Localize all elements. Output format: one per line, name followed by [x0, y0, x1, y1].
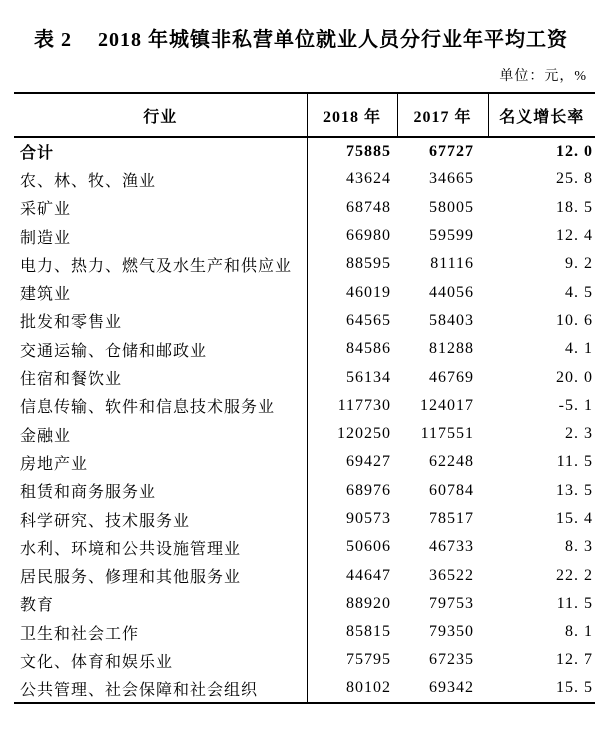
growth-rate-cell: 15. 5	[556, 679, 593, 697]
table-row	[14, 618, 595, 646]
growth-rate-cell: -5. 1	[558, 396, 593, 414]
industry-cell: 金融业	[14, 420, 307, 448]
table-row	[14, 335, 595, 363]
table-row	[14, 137, 595, 165]
table-row	[14, 590, 595, 618]
industry-cell: 批发和零售业	[14, 307, 307, 335]
table-header	[14, 93, 595, 137]
growth-rate-cell: 13. 5	[556, 481, 593, 499]
table-row	[14, 448, 595, 476]
growth-rate-cell: 25. 8	[556, 170, 593, 188]
industry-cell: 住宿和餐饮业	[14, 363, 307, 391]
growth-rate-cell: 2. 3	[565, 425, 593, 443]
industry-cell: 房地产业	[14, 448, 307, 476]
table-row	[14, 307, 595, 335]
value-2018-cell: 44647	[346, 566, 391, 584]
growth-rate-cell: 4. 1	[565, 340, 593, 358]
industry-cell: 制造业	[14, 222, 307, 250]
table-body	[14, 137, 595, 703]
value-2018-cell: 88920	[346, 594, 391, 612]
growth-rate-cell: 11. 5	[556, 594, 593, 612]
growth-rate-cell: 22. 2	[556, 566, 593, 584]
table-row	[14, 250, 595, 278]
value-2018-cell: 56134	[346, 368, 391, 386]
value-2017-cell: 78517	[429, 510, 474, 527]
table-header-row	[14, 93, 595, 137]
table-row	[14, 420, 595, 448]
value-2018-cell: 84586	[346, 340, 391, 358]
table-row	[14, 392, 595, 420]
industry-cell: 电力、热力、燃气及水生产和供应业	[14, 250, 307, 278]
table-row	[14, 477, 595, 505]
page-title	[0, 0, 602, 52]
value-2017-cell: 79753	[429, 594, 474, 612]
wage-table	[14, 92, 595, 704]
column-header-2017: 2017 年	[397, 93, 488, 137]
value-2017-cell: 60784	[429, 481, 474, 499]
value-2017-cell: 124017	[420, 396, 474, 414]
value-2018-cell: 85815	[346, 623, 391, 641]
growth-rate-cell: 10. 6	[556, 311, 593, 329]
value-2017-cell: 62248	[429, 453, 474, 471]
value-2018-cell: 68748	[346, 198, 391, 216]
value-2017-cell: 34665	[429, 170, 474, 188]
value-2018-cell: 75885	[346, 142, 391, 160]
column-header-growth-rate: 名义增长率	[488, 93, 595, 137]
industry-cell: 租赁和商务服务业	[14, 477, 307, 505]
value-2018-cell: 75795	[346, 651, 391, 669]
table-row	[14, 505, 595, 533]
industry-cell: 公共管理、社会保障和社会组织	[14, 675, 307, 703]
table-row	[14, 194, 595, 222]
value-2017-cell: 46733	[429, 538, 474, 556]
column-header-2018: 2018 年	[307, 93, 397, 137]
industry-cell: 教育	[14, 590, 307, 618]
value-2018-cell: 120250	[337, 425, 391, 443]
table-row	[14, 278, 595, 306]
table-row	[14, 363, 595, 391]
value-2018-cell: 80102	[346, 679, 391, 697]
value-2017-cell: 81288	[429, 340, 474, 358]
value-2018-cell: 88595	[346, 255, 391, 273]
industry-cell: 采矿业	[14, 194, 307, 222]
value-2018-cell: 46019	[346, 283, 391, 301]
value-2017-cell: 44056	[429, 283, 474, 301]
value-2017-cell: 58005	[429, 198, 474, 216]
growth-rate-cell: 11. 5	[556, 453, 593, 471]
table-row	[14, 533, 595, 561]
growth-rate-cell: 12. 7	[556, 651, 593, 669]
unit-note: 单位：元，%	[499, 69, 587, 84]
industry-cell: 文化、体育和娱乐业	[14, 646, 307, 674]
value-2018-cell: 90573	[346, 510, 391, 527]
value-2018-cell: 117730	[337, 396, 391, 414]
table-row	[14, 675, 595, 703]
value-2017-cell: 67235	[429, 651, 474, 669]
table-row	[14, 165, 595, 193]
industry-cell: 合计	[14, 137, 307, 165]
growth-rate-cell: 18. 5	[556, 198, 593, 216]
growth-rate-cell: 15. 4	[556, 510, 593, 527]
value-2017-cell: 46769	[429, 368, 474, 386]
industry-cell: 建筑业	[14, 278, 307, 306]
value-2017-cell: 117551	[420, 425, 474, 443]
industry-cell: 科学研究、技术服务业	[14, 505, 307, 533]
value-2017-cell: 67727	[429, 142, 474, 160]
growth-rate-cell: 20. 0	[556, 368, 593, 386]
growth-rate-cell: 8. 1	[565, 623, 593, 641]
value-2018-cell: 69427	[346, 453, 391, 471]
value-2017-cell: 79350	[429, 623, 474, 641]
table-title: 2018 年城镇非私营单位就业人员分行业年平均工资	[98, 29, 568, 51]
table-row	[14, 561, 595, 589]
growth-rate-cell: 9. 2	[565, 255, 593, 273]
value-2018-cell: 50606	[346, 538, 391, 556]
growth-rate-cell: 12. 0	[556, 142, 593, 160]
industry-cell: 水利、环境和公共设施管理业	[14, 533, 307, 561]
value-2018-cell: 66980	[346, 227, 391, 245]
industry-cell: 交通运输、仓储和邮政业	[14, 335, 307, 363]
column-header-industry: 行业	[14, 93, 307, 137]
value-2017-cell: 36522	[429, 566, 474, 584]
growth-rate-cell: 8. 3	[565, 538, 593, 556]
value-2017-cell: 69342	[429, 679, 474, 697]
value-2017-cell: 58403	[429, 311, 474, 329]
growth-rate-cell: 12. 4	[556, 227, 593, 245]
value-2017-cell: 59599	[429, 227, 474, 245]
value-2017-cell: 81116	[430, 255, 474, 273]
table-row	[14, 222, 595, 250]
growth-rate-cell: 4. 5	[565, 283, 593, 301]
value-2018-cell: 68976	[346, 481, 391, 499]
industry-cell: 卫生和社会工作	[14, 618, 307, 646]
value-2018-cell: 43624	[346, 170, 391, 188]
table-row	[14, 646, 595, 674]
table-number-label: 表 2	[34, 29, 72, 51]
industry-cell: 信息传输、软件和信息技术服务业	[14, 392, 307, 420]
industry-cell: 居民服务、修理和其他服务业	[14, 561, 307, 589]
value-2018-cell: 64565	[346, 311, 391, 329]
industry-cell: 农、林、牧、渔业	[14, 165, 307, 193]
